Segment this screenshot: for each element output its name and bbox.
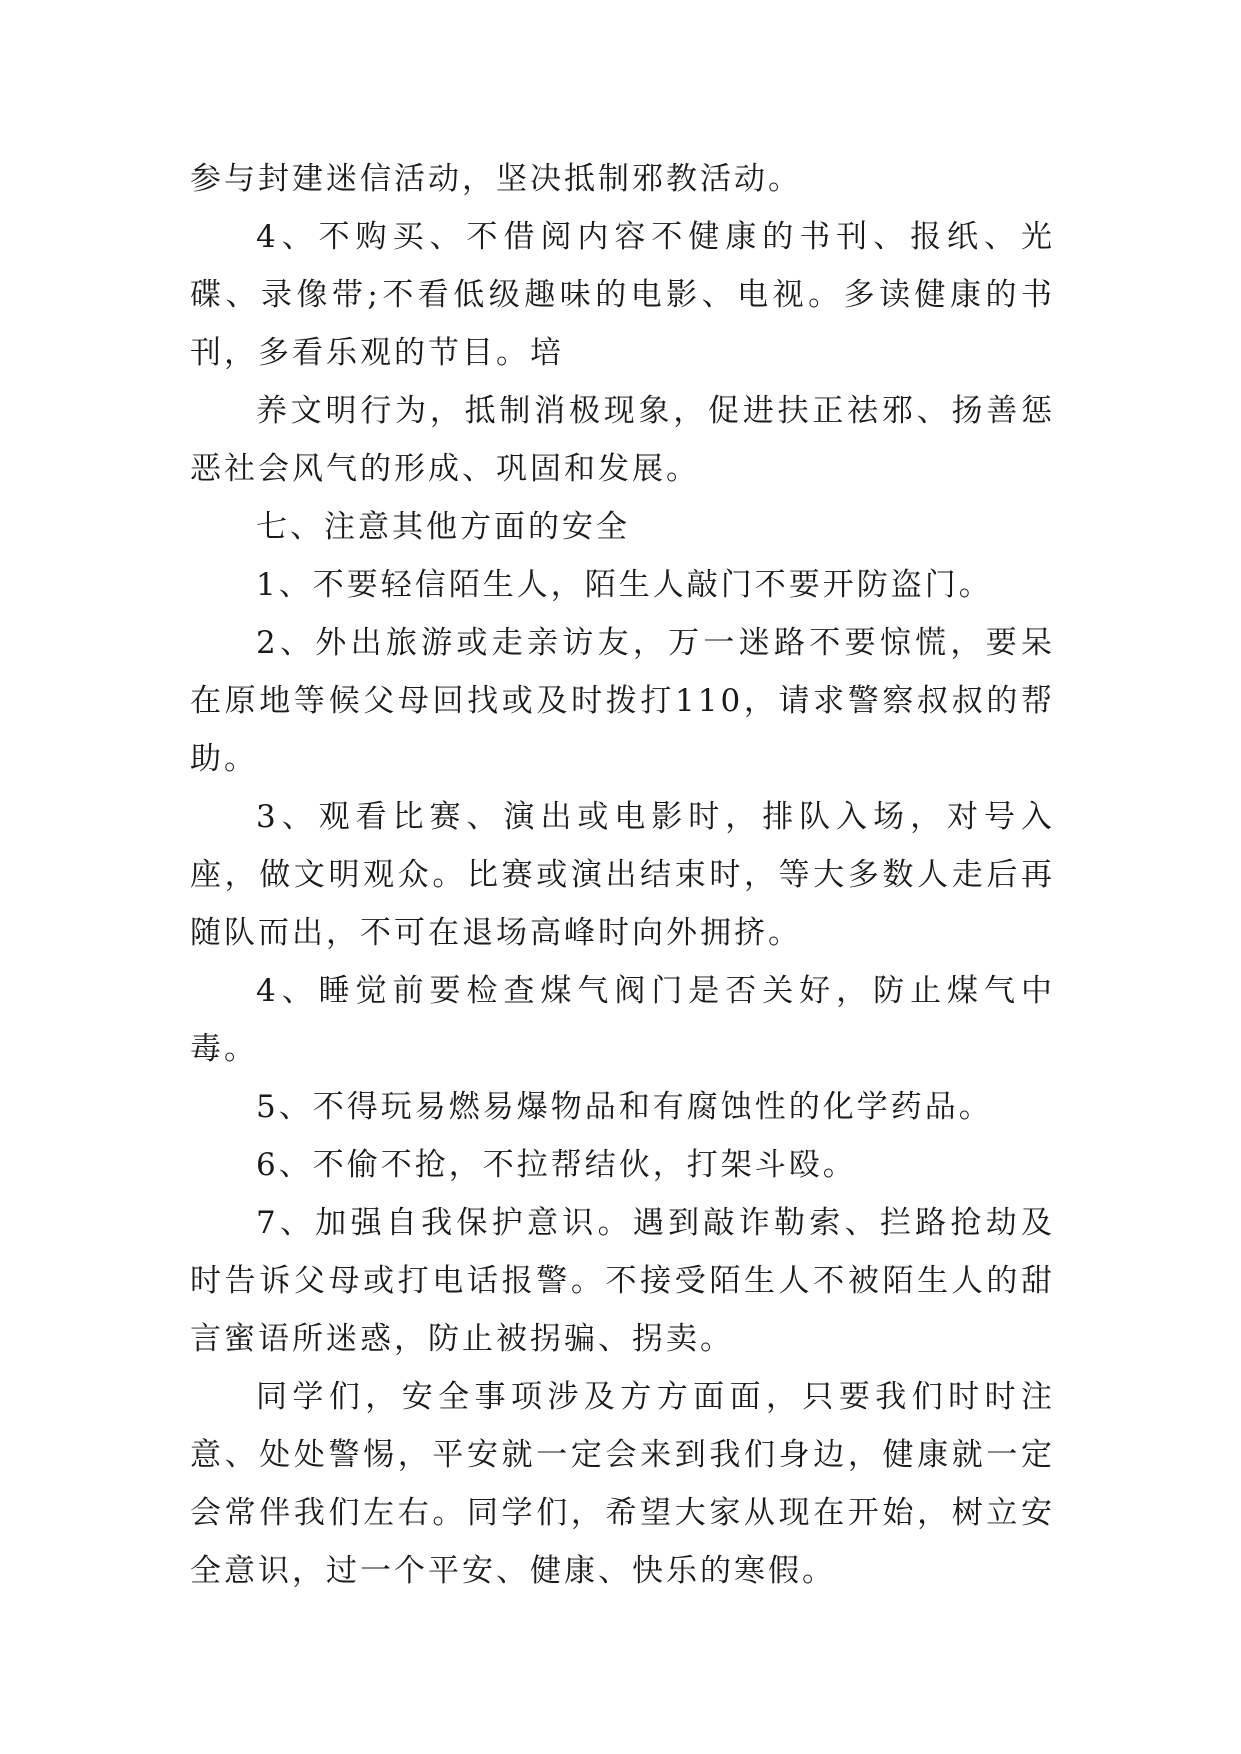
paragraph-item-4-gas: 4、睡觉前要检查煤气阀门是否关好，防止煤气中毒。	[190, 973, 1055, 1067]
document-body	[190, 150, 1055, 1600]
paragraph-civilized-behavior: 养文明行为，抵制消极现象，促进扶正祛邪、扬善惩恶社会风气的形成、巩固和发展。	[190, 393, 1055, 487]
paragraph-item-4-media: 4、不购买、不借阅内容不健康的书刊、报纸、光碟、录像带;不看低级趣味的电影、电视。多读健康的书刊，多看乐观的节目。培	[190, 219, 1055, 371]
section-heading-other-safety: 七、注意其他方面的安全	[256, 509, 630, 545]
paragraph-item-3-events: 3、观看比赛、演出或电影时，排队入场，对号入座，做文明观众。比赛或演出结束时，等大多数人走后再随队而出，不可在退场高峰时向外拥挤。	[190, 799, 1055, 951]
paragraph-item-7-self-protection: 7、加强自我保护意识。遇到敲诈勒索、拦路抢劫及时告诉父母或打电话报警。不接受陌生人不被陌生人的甜言蜜语所迷惑，防止被拐骗、拐卖。	[190, 1205, 1055, 1357]
paragraph-item-5-chemicals: 5、不得玩易燃易爆物品和有腐蚀性的化学药品。	[256, 1089, 993, 1125]
paragraph-item-1-strangers: 1、不要轻信陌生人，陌生人敲门不要开防盗门。	[256, 567, 993, 603]
paragraph-item-2-lost: 2、外出旅游或走亲访友，万一迷路不要惊慌，要呆在原地等候父母回找或及时拨打110，请求警察叔叔的帮助。	[190, 625, 1055, 777]
paragraph-continuation: 参与封建迷信活动，坚决抵制邪教活动。	[190, 161, 802, 197]
paragraph-closing: 同学们，安全事项涉及方方面面，只要我们时时注意、处处警惕，平安就一定会来到我们身边，健康就一定会常伴我们左右。同学们，希望大家从现在开始，树立安全意识，过一个平安、健康、快乐的寒假。	[190, 1379, 1055, 1589]
paragraph-item-6-conduct: 6、不偷不抢，不拉帮结伙，打架斗殴。	[256, 1147, 857, 1183]
